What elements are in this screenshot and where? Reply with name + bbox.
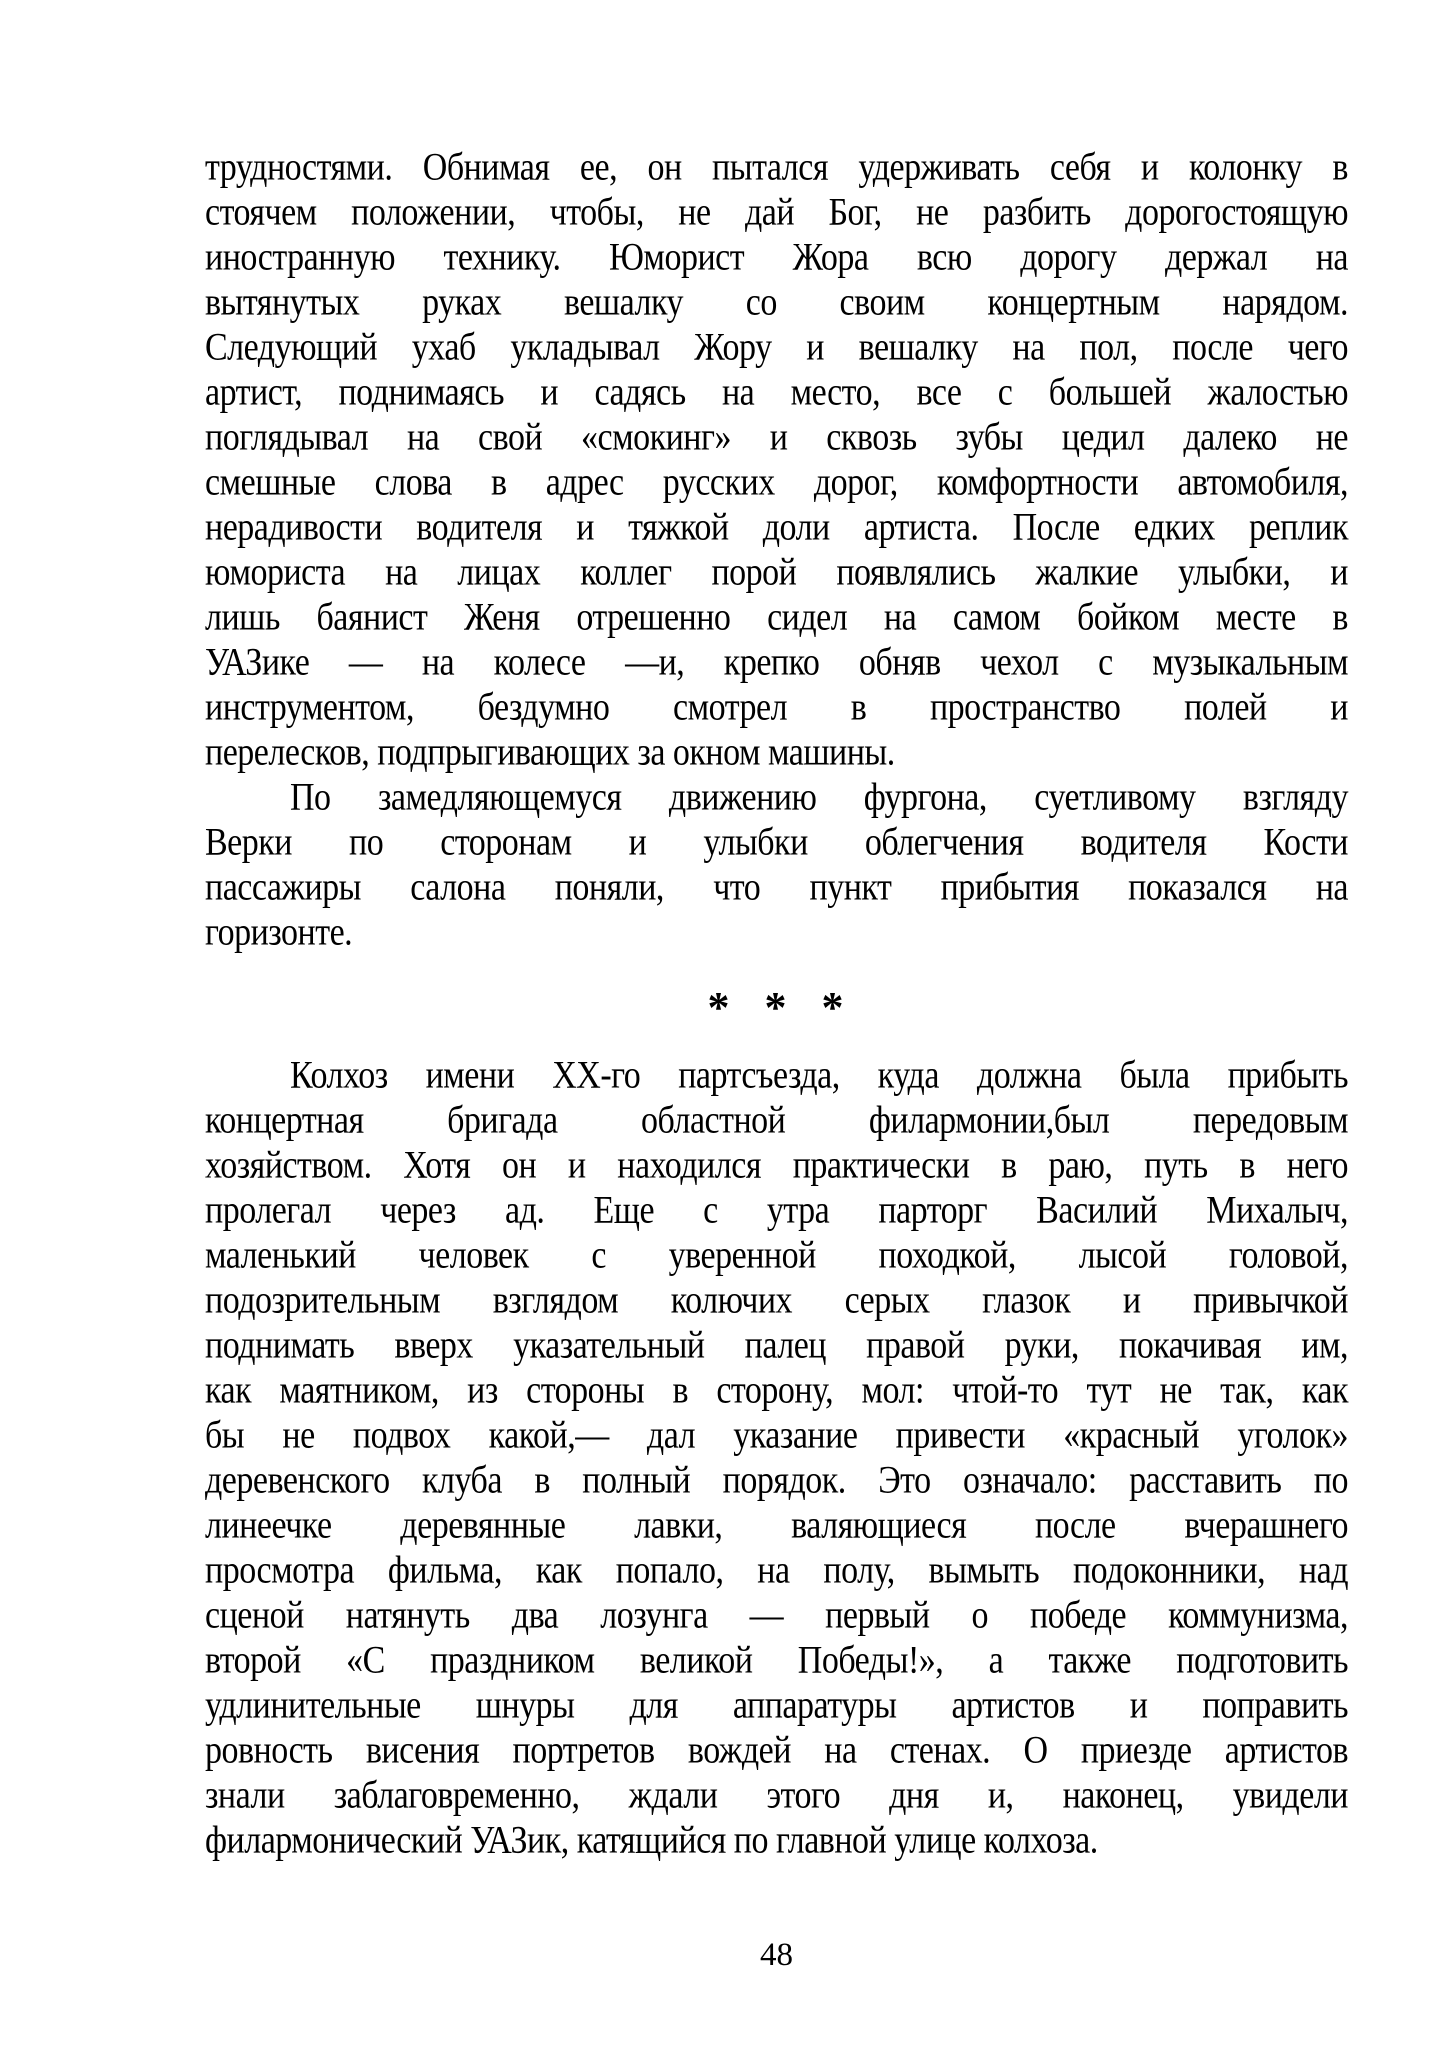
text-line: маленький человек с уверенной походкой, лысой головой, [205, 1234, 1348, 1277]
text-line: Колхоз имени XX-го партсъезда, куда должна была прибыть [290, 1054, 1348, 1097]
text-line: смешные слова в адрес русских дорог, комфортности автомобиля, [205, 461, 1348, 504]
text-line: второй «С праздником великой Победы!», а также подготовить [205, 1639, 1348, 1682]
page-number: 48 [760, 1937, 793, 1973]
text-line: иностранную технику. Юморист Жора всю дорогу держал на [205, 236, 1348, 279]
text-line: вытянутых руках вешалку со своим концертным нарядом. [205, 281, 1348, 324]
text-line: пассажиры салона поняли, что пункт прибытия показался на [205, 866, 1348, 909]
text-line: подозрительным взглядом колючих серых глазок и привычкой [205, 1279, 1348, 1322]
text-line: инструментом, бездумно смотрел в пространство полей и [205, 686, 1348, 729]
text-line: Верки по сторонам и улыбки облегчения водителя Кости [205, 821, 1348, 864]
text-line: По замедляющемуся движению фургона, суетливому взгляду [290, 776, 1348, 819]
text-line: удлинительные шнуры для аппаратуры артистов и поправить [205, 1684, 1348, 1727]
text-line: УАЗике — на колесе —и, крепко обняв чехол с музыкальным [205, 641, 1348, 684]
text-line: юмориста на лицах коллег порой появлялись жалкие улыбки, и [205, 551, 1348, 594]
text-line: нерадивости водителя и тяжкой доли артиста. После едких реплик [205, 506, 1348, 549]
text-line: трудностями. Обнимая ее, он пытался удерживать себя и колонку в [205, 146, 1348, 189]
text-line: бы не подвох какой,— дал указание привести «красный уголок» [205, 1414, 1348, 1457]
text-line: поднимать вверх указательный палец правой руки, покачивая им, [205, 1324, 1348, 1367]
text-column [205, 145, 1348, 1863]
text-line: филармонический УАЗик, катящийся по главной улице колхоза. [205, 1819, 1098, 1862]
text-line: концертная бригада областной филармонии,был передовым [205, 1099, 1348, 1142]
text-line: деревенского клуба в полный порядок. Это означало: расставить по [205, 1459, 1348, 1502]
paragraph [205, 775, 1348, 955]
text-line: артист, поднимаясь и садясь на место, все с большей жалостью [205, 371, 1348, 414]
text-line: поглядывал на свой «смокинг» и сквозь зубы цедил далеко не [205, 416, 1348, 459]
text-line: как маятником, из стороны в сторону, мол: чтой-то тут не так, как [205, 1369, 1348, 1412]
text-line: перелесков, подпрыгивающих за окном машины. [205, 731, 895, 774]
paragraph [205, 145, 1348, 775]
paragraph [205, 1053, 1348, 1863]
text-line: ровность висения портретов вождей на стенах. О приезде артистов [205, 1729, 1348, 1772]
text-line: лишь баянист Женя отрешенно сидел на самом бойком месте в [205, 596, 1348, 639]
text-line: знали заблаговременно, ждали этого дня и, наконец, увидели [205, 1774, 1348, 1817]
text-line: горизонте. [205, 911, 353, 954]
text-line: пролегал через ад. Еще с утра парторг Василий Михалыч, [205, 1189, 1348, 1232]
text-line: хозяйством. Хотя он и находился практически в раю, путь в него [205, 1144, 1348, 1187]
text-line: стоячем положении, чтобы, не дай Бог, не разбить дорогостоящую [205, 191, 1348, 234]
text-line: линеечке деревянные лавки, валяющиеся после вчерашнего [205, 1504, 1348, 1547]
section-separator: * * * [707, 983, 846, 1032]
text-line: просмотра фильма, как попало, на полу, вымыть подоконники, над [205, 1549, 1348, 1592]
text-line: Следующий ухаб укладывал Жору и вешалку на пол, после чего [205, 326, 1348, 369]
text-line: сценой натянуть два лозунга — первый о победе коммунизма, [205, 1594, 1348, 1637]
